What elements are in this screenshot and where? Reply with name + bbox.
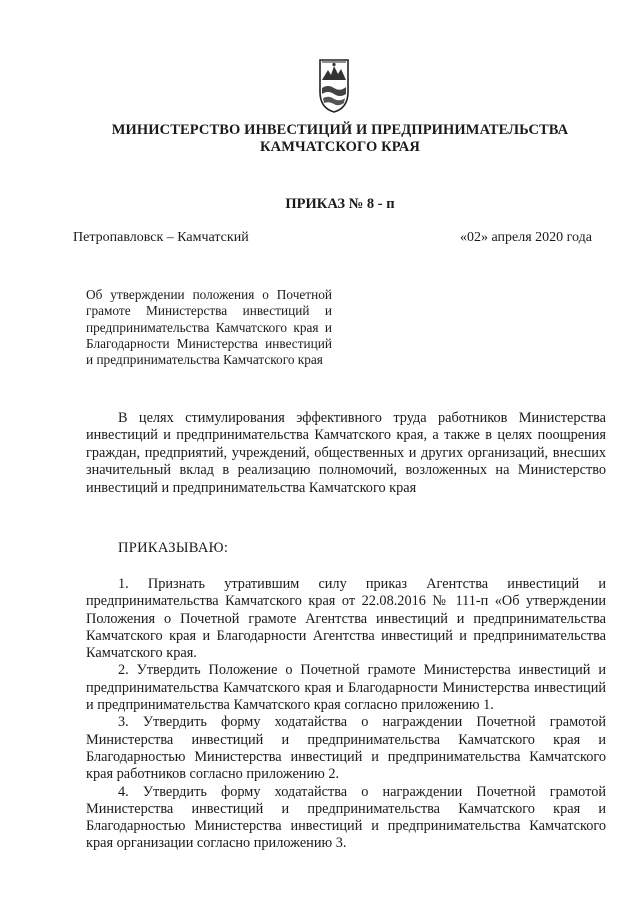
ministry-name-line2: КАМЧАТСКОГО КРАЯ [260, 139, 420, 155]
order-item-1: 1. Признать утратившим силу приказ Агентства инвестиций и предпринимательства Камчатского края от 22.08.2016 № 111-п «Об утверждении Положения о Почетной грамоте Агентства инвестиций и предпринимательства Камчатского края и Благодарности Агентства инвестиций и предпринимательства Камчатского края. [86, 576, 606, 662]
ministry-name-line1: МИНИСТЕРСТВО ИНВЕСТИЦИЙ И ПРЕДПРИНИМАТЕЛЬСТВА [111, 122, 569, 138]
order-item-4: 4. Утвердить форму ходатайства о награждении Почетной грамотой Министерства инвестиций и предпринимательства Камчатского края и Благодарностью Министерства инвестиций и предпринимательства Камчатского края организации согласно приложению 3. [86, 783, 606, 852]
order-item-2: 2. Утвердить Положение о Почетной грамоте Министерства инвестиций и предпринимательства Камчатского края и Благодарности Министерства инвестиций и предпринимательства Камчатского края согласно приложению 1. [86, 662, 606, 714]
ministry-name [60, 122, 620, 156]
order-city: Петропавловск – Камчатский [73, 230, 249, 245]
order-item-3: 3. Утвердить форму ходатайства о награждении Почетной грамотой Министерства инвестиций и предпринимательства Камчатского края и Благодарностью Министерства инвестиций и предпринимательства Камчатского края работников согласно приложению 2. [86, 714, 606, 783]
order-directive: ПРИКАЗЫВАЮ: [118, 540, 229, 556]
order-date: «02» апреля 2020 года [460, 230, 592, 245]
kamchatka-coat-of-arms-icon [318, 58, 350, 114]
order-subject: Об утверждении положения о Почетной грамоте Министерства инвестиций и предпринимательства Камчатского края и Благодарности Министерства инвестиций и предпринимательства Камчатского края [86, 287, 332, 368]
order-preamble: В целях стимулирования эффективного труда работников Министерства инвестиций и предпринимательства Камчатского края, а также в целях поощрения граждан, предприятий, учреждений, общественных и других организаций, внесших значительный вклад в реализацию полномочий, возложенных на Министерство инвестиций и предпринимательства Камчатского края [86, 410, 606, 496]
order-items [86, 576, 606, 853]
order-title: ПРИКАЗ № 8 - п [285, 196, 395, 212]
